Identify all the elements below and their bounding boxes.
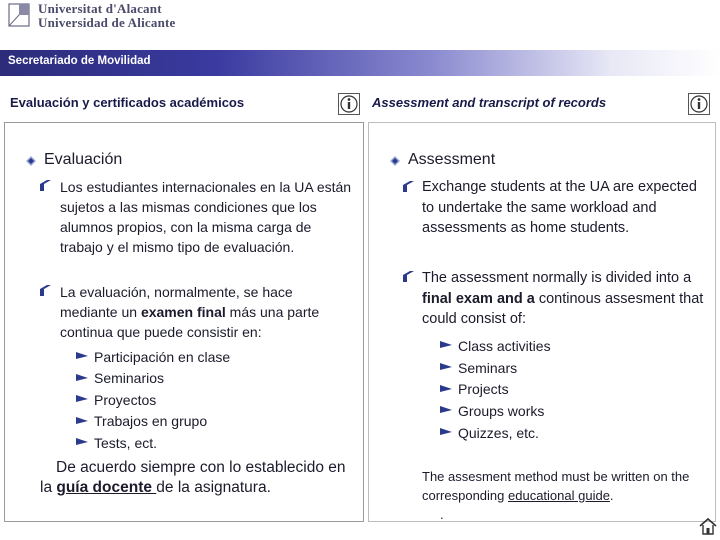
arrow-bullet-icon [403,271,414,282]
university-logo-icon [8,3,30,27]
flag-bullet-icon [76,395,88,402]
home-icon[interactable] [698,516,718,536]
right-note: The assesment method must be written on the corresponding educational guide. [422,469,690,503]
left-paragraph-1: Los estudiantes internacionales en la UA están sujetos a las mismas condiciones que los alumnos propios, con la misma carga de trabajo y el mismo tipo de evaluación. [60,179,352,255]
right-list-item: Projects [458,381,509,397]
right-title: Assessment and transcript of records [372,95,607,110]
diamond-bullet-icon [26,156,36,166]
right-list-item: Class activities [458,338,551,354]
flag-bullet-icon [76,417,88,424]
left-note: De acuerdo siempre con lo establecido en la guía docente de la asignatura. [40,459,346,496]
arrow-bullet-icon [40,285,51,296]
flag-bullet-icon [76,438,88,445]
flag-bullet-icon [76,374,88,381]
left-heading: Evaluación [44,151,123,168]
right-paragraph-2: The assessment normally is divided into a final exam and a continous assesment that could consist of: [422,270,704,327]
left-list-item: Proyectos [94,392,157,408]
educational-guide-link[interactable]: educational guide [508,488,610,503]
department-band [0,50,720,76]
guia-docente-link[interactable]: guía docente [56,479,157,496]
right-list-item: Quizzes, etc. [458,425,539,441]
left-list-item: Tests, ect. [94,435,158,451]
right-list-item: Groups works [458,403,545,419]
left-list-item: Trabajos en grupo [94,413,208,429]
info-icon[interactable] [688,93,710,115]
diamond-bullet-icon [390,156,400,166]
department-name: Secretariado de Movilidad [8,55,151,67]
left-title: Evaluación y certificados académicos [10,95,245,110]
university-name-valencian: Universitat d'Alacant [38,1,162,16]
arrow-bullet-icon [403,181,414,192]
right-heading: Assessment [408,151,496,168]
right-paragraph-1: Exchange students at the UA are expected to undertake the same workload and assessments as home students. [422,179,697,236]
flag-bullet-icon [440,341,452,348]
left-list-item: Seminarios [94,370,165,386]
university-name-spanish: Universidad de Alicante [38,15,176,30]
flag-bullet-icon [440,363,452,370]
right-list-item: Seminars [458,360,518,376]
arrow-bullet-icon [40,180,51,191]
flag-bullet-icon [440,385,452,392]
header [0,0,720,50]
left-paragraph-2: La evaluación, normalmente, se hace mediante un examen final más una parte continua que puede consistir en: [60,284,320,340]
flag-bullet-icon [76,352,88,359]
trailing-dot: . [440,507,444,522]
flag-bullet-icon [440,428,452,435]
flag-bullet-icon [440,406,452,413]
left-list-item: Participación en clase [94,349,231,365]
info-icon[interactable] [338,93,360,115]
